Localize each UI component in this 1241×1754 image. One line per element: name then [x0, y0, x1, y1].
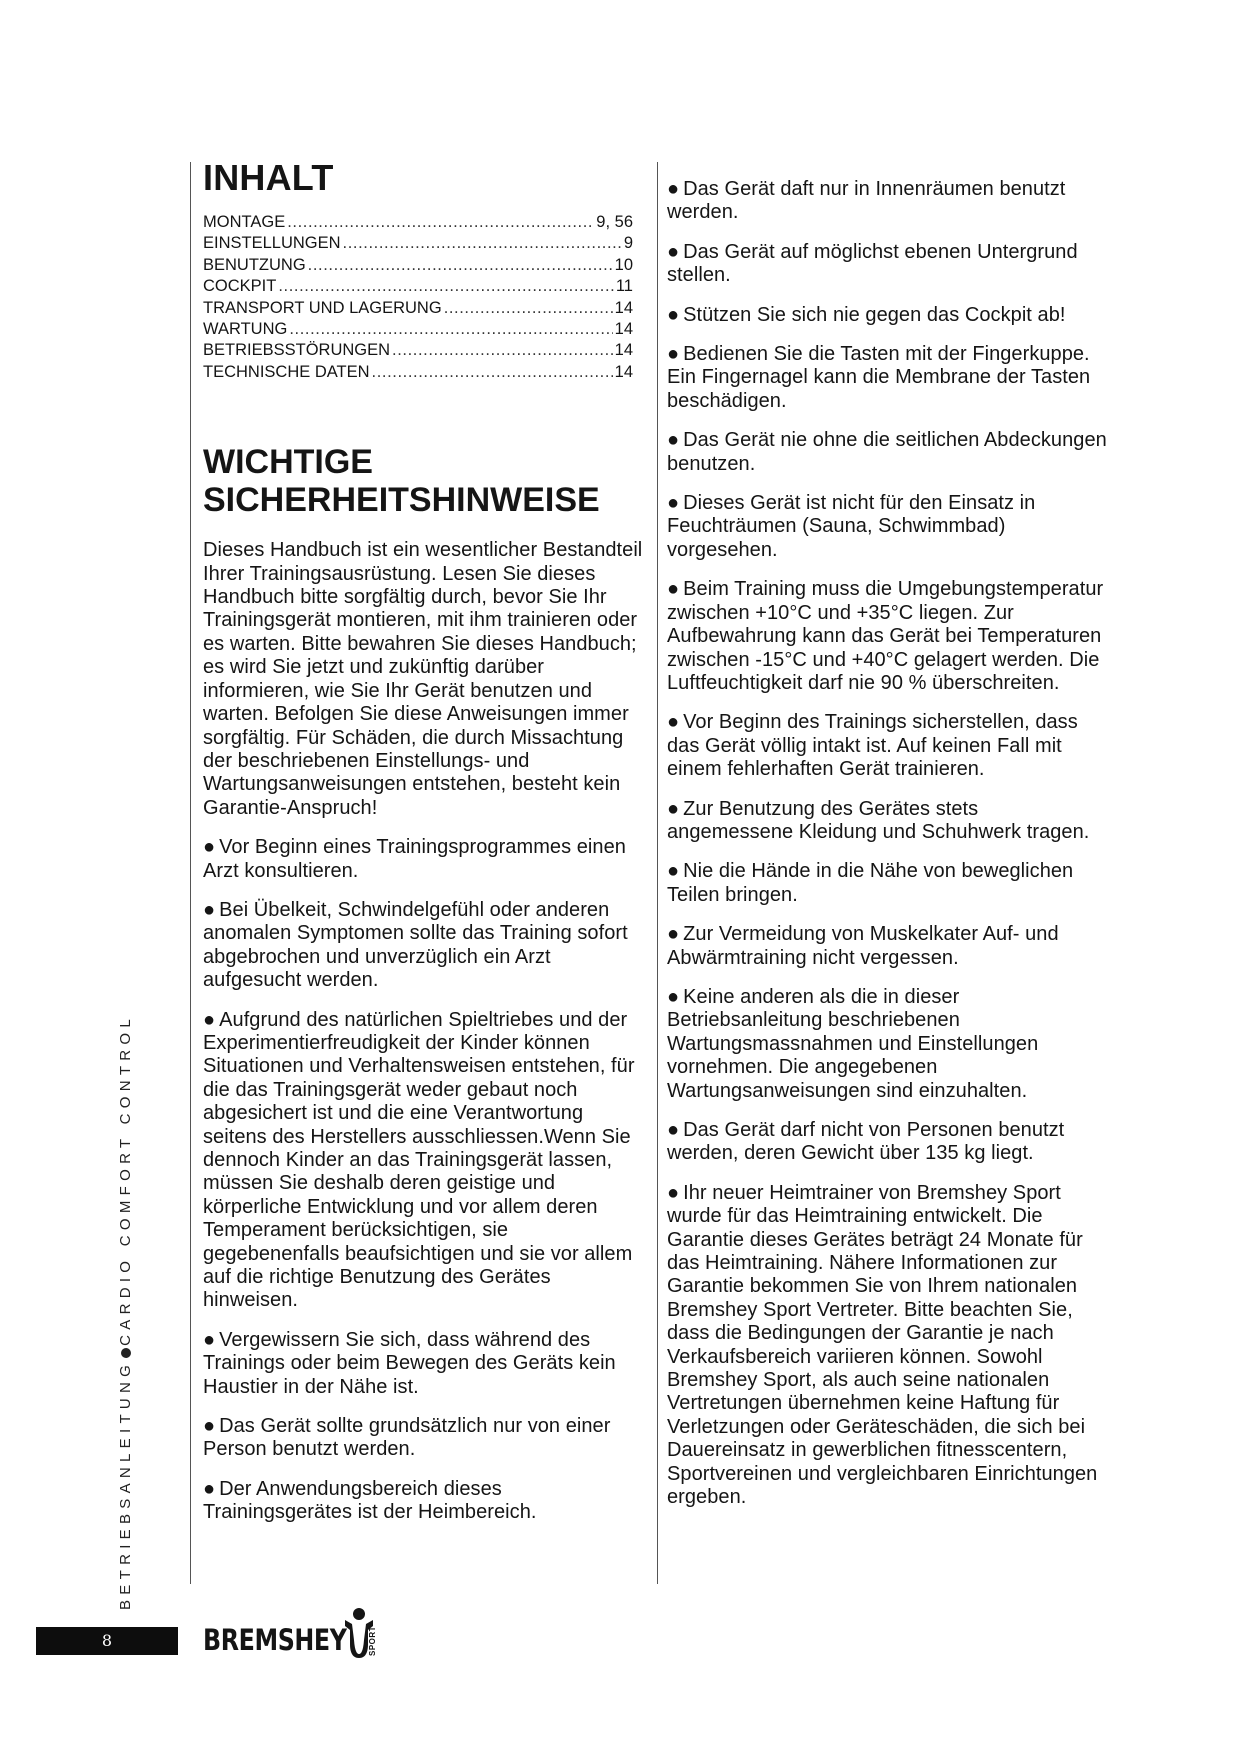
toc-leader-dots	[444, 298, 613, 319]
toc-leader-dots	[287, 212, 594, 233]
column-divider-right	[657, 162, 658, 1584]
safety-bullet-text: Der Anwendungsbereich dieses Trainingsgerätes ist der Heimbereich.	[203, 1477, 537, 1524]
bullet-icon: ●	[667, 578, 680, 601]
safety-bullet-text: Das Gerät daft nur in Innenräumen benutzt werden.	[667, 178, 1066, 224]
toc-entry	[203, 212, 633, 233]
safety-bullet	[667, 241, 1107, 288]
toc-entry-label: WARTUNG	[203, 320, 288, 339]
safety-bullet-text: Das Gerät darf nicht von Personen benutzt werden, deren Gewicht über 135 kg liegt.	[667, 1119, 1065, 1165]
bullet-icon: ●	[203, 1328, 216, 1351]
bullet-icon: ●	[203, 836, 216, 859]
safety-bullet-text: Beim Training muss die Umgebungstemperatur zwischen +10°C und +35°C liegen. Zur Aufbewahrung kann das Gerät bei Temperaturen zwischen -15°C und +40°C gelagert werden. Die Luftfeuchtigkeit darf nie 90 % überschreiten.	[667, 578, 1104, 694]
toc-entry-page: 14	[614, 362, 633, 381]
toc-entry-label: TECHNISCHE DATEN	[203, 362, 370, 381]
safety-bullet	[667, 178, 1107, 225]
safety-bullet	[667, 1182, 1107, 1510]
safety-bullet-text: Das Gerät auf möglichst ebenen Untergrund stellen.	[667, 240, 1078, 287]
toc-entry-page: 9, 56	[596, 213, 633, 231]
safety-intro: Dieses Handbuch ist ein wesentlicher Bestandteil Ihrer Trainingsausrüstung. Lesen Sie dieses Handbuch bitte sorgfältig durch, bevor Sie Ihr Trainingsgerät montieren, mit ihm trainieren oder es warten. Bitte bewahren Sie dieses Handbuch; es wird Sie jetzt und zukünftig darüber informieren, wie Sie Ihr Gerät benutzen und warten. Befolgen Sie diese Anweisungen immer sorgfältig. Für Schäden, die durch Missachtung der beschriebenen Einstellungs- und Wartungsanweisungen entstehen, besteht kein Garantie-Anspruch!	[203, 539, 643, 819]
safety-bullets-right	[667, 178, 1107, 1510]
toc-entry-page: 11	[615, 277, 633, 296]
logo-figure-icon	[342, 1606, 376, 1660]
safety-bullet-text: Stützen Sie sich nie gegen das Cockpit ab!	[683, 303, 1066, 326]
safety-title-line1: WICHTIGE	[203, 443, 373, 482]
side-label	[117, 1014, 134, 1610]
safety-bullet	[667, 986, 1107, 1103]
side-label-separator-icon	[121, 1348, 131, 1358]
safety-bullet	[667, 578, 1107, 695]
safety-bullet	[203, 899, 648, 993]
column-divider-left	[190, 162, 191, 1584]
safety-bullet-text: Das Gerät sollte grundsätzlich nur von einer Person benutzt werden.	[203, 1415, 611, 1461]
bullet-icon: ●	[667, 923, 680, 946]
safety-bullet-text: Vergewissern Sie sich, dass während des Trainings oder beim Bewegen des Geräts kein Haustier in der Nähe ist.	[203, 1328, 616, 1398]
bullet-icon: ●	[203, 1477, 216, 1500]
toc-entry-page: 10	[614, 255, 633, 274]
toc-entry-page: 9	[623, 234, 633, 253]
toc-entry	[203, 233, 633, 254]
safety-title-line2: SICHERHEITSHINWEISE	[203, 481, 600, 520]
safety-title	[203, 443, 648, 519]
toc-leader-dots	[343, 233, 622, 254]
bullet-icon: ●	[667, 429, 680, 452]
bullet-icon: ●	[667, 303, 680, 326]
bullet-icon: ●	[667, 860, 680, 883]
safety-bullet	[667, 798, 1107, 845]
toc-entry-label: BETRIEBSSTÖRUNGEN	[203, 341, 391, 360]
toc-entry	[203, 362, 633, 383]
table-of-contents	[203, 212, 633, 383]
toc-entry-label: EINSTELLUNGEN	[203, 234, 341, 253]
contents-title: INHALT	[203, 157, 334, 198]
toc-entry-page: 14	[614, 298, 633, 317]
safety-bullet	[667, 1119, 1107, 1166]
safety-bullet-text: Das Gerät nie ohne die seitlichen Abdeckungen benutzen.	[667, 429, 1107, 475]
safety-bullet-text: Vor Beginn des Trainings sicherstellen, dass das Gerät völlig intakt ist. Auf keinen Fall mit einem fehlerhaften Gerät trainieren.	[667, 711, 1078, 781]
toc-entry-label: MONTAGE	[203, 213, 286, 231]
toc-leader-dots	[392, 340, 613, 361]
safety-bullets-left	[203, 836, 648, 1525]
safety-bullet-text: Aufgrund des natürlichen Spieltriebes und der Experimentierfreudigkeit der Kinder können Situationen und Verhaltensweisen entstehen, für die das Trainingsgerät weder gebaut noch abgesichert ist und die eine Verantwortung seitens des Herstellers ausschliessen.Wenn Sie dennoch Kinder an das Trainingsgerät lassen, müssen Sie deshalb deren geistige und körperliche Entwicklung und vor allem deren Temperament berücksichtigen, sie gegebenenfalls beaufsichtigen und sie vor allem auf die richtige Benutzung des Gerätes hinweisen.	[203, 1008, 635, 1312]
bullet-icon: ●	[203, 1415, 216, 1438]
safety-bullet	[667, 304, 1107, 327]
safety-bullet	[203, 1329, 648, 1399]
bullet-icon: ●	[667, 240, 680, 263]
bullet-icon: ●	[667, 1119, 680, 1141]
safety-bullet	[203, 1478, 648, 1525]
toc-entry-page: 14	[614, 341, 633, 360]
safety-bullet-text: Dieses Gerät ist nicht für den Einsatz in Feuchträumen (Sauna, Schwimmbad) vorgesehen.	[667, 492, 1036, 561]
toc-entry-label: TRANSPORT UND LAGERUNG	[203, 298, 442, 317]
safety-bullet-text: Vor Beginn eines Trainingsprogrammes einen Arzt konsultieren.	[203, 836, 626, 882]
safety-bullet-text: Keine anderen als die in dieser Betriebsanleitung beschriebenen Wartungsmassnahmen und Einstellungen vornehmen. Die angegebenen Wartungsanweisungen sind einzuhalten.	[667, 985, 1039, 1102]
bullet-icon: ●	[667, 343, 680, 366]
safety-bullet	[667, 492, 1107, 562]
safety-bullet	[667, 711, 1107, 781]
toc-leader-dots	[289, 319, 612, 340]
safety-bullet	[203, 1009, 648, 1313]
toc-entry	[203, 255, 633, 276]
safety-bullet	[667, 429, 1107, 476]
safety-bullet	[667, 343, 1107, 413]
safety-bullet	[667, 923, 1107, 970]
bullet-icon: ●	[203, 1008, 216, 1031]
safety-bullet-text: Bedienen Sie die Tasten mit der Fingerkuppe. Ein Fingernagel kann die Membrane der Tasten beschädigen.	[667, 343, 1091, 412]
side-label-manual: BETRIEBSANLEITUNG	[117, 1359, 134, 1610]
bullet-icon: ●	[667, 797, 680, 820]
toc-leader-dots	[308, 255, 613, 276]
safety-bullet-text: Zur Vermeidung von Muskelkater Auf- und Abwärmtraining nicht vergessen.	[667, 923, 1059, 969]
safety-bullet	[203, 836, 648, 883]
page-number: 8	[36, 1627, 178, 1655]
logo-sport-label: SPORT	[368, 1625, 378, 1656]
bullet-icon: ●	[667, 492, 680, 515]
bullet-icon: ●	[667, 1181, 680, 1204]
toc-entry	[203, 276, 633, 297]
toc-entry-label: COCKPIT	[203, 277, 277, 296]
toc-entry	[203, 298, 633, 319]
safety-bullet	[667, 860, 1107, 907]
safety-bullet-text: Nie die Hände in die Nähe von beweglichen Teilen bringen.	[667, 860, 1074, 906]
safety-bullet-text: Bei Übelkeit, Schwindelgefühl oder anderen anomalen Symptomen sollte das Training sofort abgebrochen und unverzüglich ein Arzt aufgesucht werden.	[203, 898, 628, 992]
bullet-icon: ●	[667, 711, 680, 734]
left-column	[203, 158, 648, 1525]
toc-entry	[203, 319, 633, 340]
toc-entry-label: BENUTZUNG	[203, 255, 306, 274]
bullet-icon: ●	[667, 985, 680, 1008]
side-label-product: CARDIO COMFORT CONTROL	[117, 1013, 134, 1346]
safety-bullet-text: Ihr neuer Heimtrainer von Bremshey Sport wurde für das Heimtraining entwickelt. Die Garantie dieses Gerätes beträgt 24 Monate für das Heimtraining. Nähere Informationen zur Garantie bekommen Sie von Ihrem nationalen Bremshey Sport Vertreter. Bitte beachten Sie, dass die Bedingungen der Garantie je nach Verkaufsbereich variieren können. Sowohl Bremshey Sport, als auch seine nationalen Vertretungen übernehmen keine Haftung für Verletzungen oder Geräteschäden, die sich bei Dauereinsatz in gewerblichen fitnesscentern, Sportvereinen und vergleichbaren Einrichtungen ergeben.	[667, 1181, 1098, 1509]
safety-bullet-text: Zur Benutzung des Gerätes stets angemessene Kleidung und Schuhwerk tragen.	[667, 797, 1090, 843]
bullet-icon: ●	[667, 178, 680, 200]
logo-wordmark: BREMSHEY	[203, 1623, 347, 1657]
brand-logo	[203, 1606, 376, 1660]
bullet-icon: ●	[203, 898, 216, 921]
toc-leader-dots	[278, 276, 614, 297]
safety-bullet	[203, 1415, 648, 1462]
toc-leader-dots	[372, 362, 613, 383]
toc-entry	[203, 340, 633, 361]
toc-entry-page: 14	[614, 320, 633, 339]
